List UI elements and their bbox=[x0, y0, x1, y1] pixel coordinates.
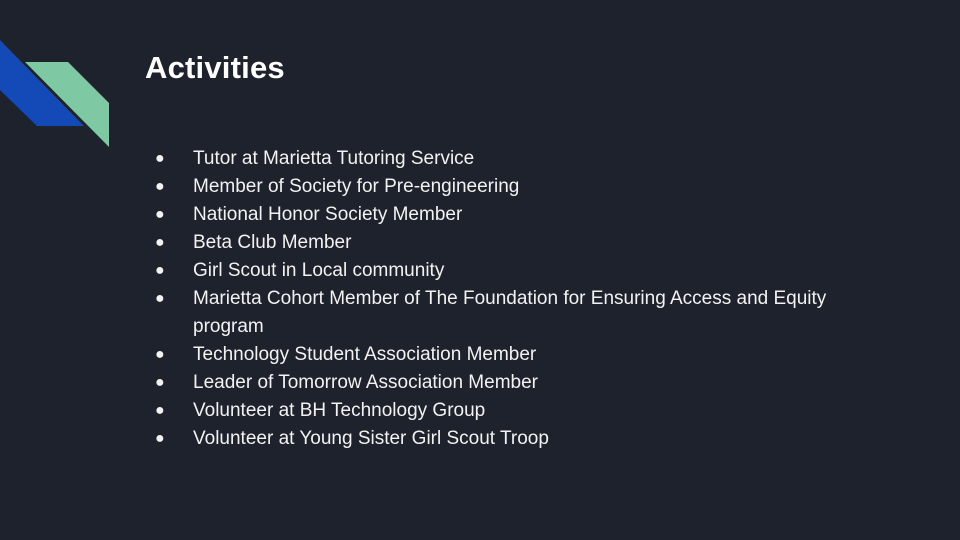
slide-title: Activities bbox=[145, 50, 285, 85]
list-item-text: Leader of Tomorrow Association Member bbox=[193, 372, 538, 393]
bullet-icon: ● bbox=[155, 346, 165, 363]
list-item bbox=[155, 397, 875, 425]
bullet-icon: ● bbox=[155, 430, 165, 447]
bullet-icon: ● bbox=[155, 178, 165, 195]
list-item-text: National Honor Society Member bbox=[193, 204, 463, 225]
activities-list bbox=[155, 145, 875, 453]
list-item bbox=[155, 201, 875, 229]
list-item bbox=[155, 341, 875, 369]
list-item-text: Girl Scout in Local community bbox=[193, 260, 445, 281]
bullet-icon: ● bbox=[155, 206, 165, 223]
bullet-icon: ● bbox=[155, 150, 165, 167]
list-item-text: Volunteer at Young Sister Girl Scout Troop bbox=[193, 428, 549, 449]
corner-accent-graphic bbox=[0, 0, 120, 160]
list-item-text: Technology Student Association Member bbox=[193, 344, 537, 365]
list-item-text: Marietta Cohort Member of The Foundation for Ensuring Access and Equity program bbox=[193, 288, 827, 337]
bullet-icon: ● bbox=[155, 262, 165, 279]
list-item bbox=[155, 257, 875, 285]
list-item-text: Member of Society for Pre-engineering bbox=[193, 176, 520, 197]
list-item bbox=[155, 229, 875, 257]
list-item-text: Tutor at Marietta Tutoring Service bbox=[193, 148, 475, 169]
bullet-icon: ● bbox=[155, 374, 165, 391]
list-item bbox=[155, 285, 875, 341]
list-item bbox=[155, 369, 875, 397]
list-item bbox=[155, 173, 875, 201]
bullet-icon: ● bbox=[155, 234, 165, 251]
list-item-text: Volunteer at BH Technology Group bbox=[193, 400, 486, 421]
list-item-text: Beta Club Member bbox=[193, 232, 352, 253]
list-item bbox=[155, 145, 875, 173]
bullet-icon: ● bbox=[155, 402, 165, 419]
bullet-icon: ● bbox=[155, 290, 165, 307]
list-item bbox=[155, 425, 875, 453]
